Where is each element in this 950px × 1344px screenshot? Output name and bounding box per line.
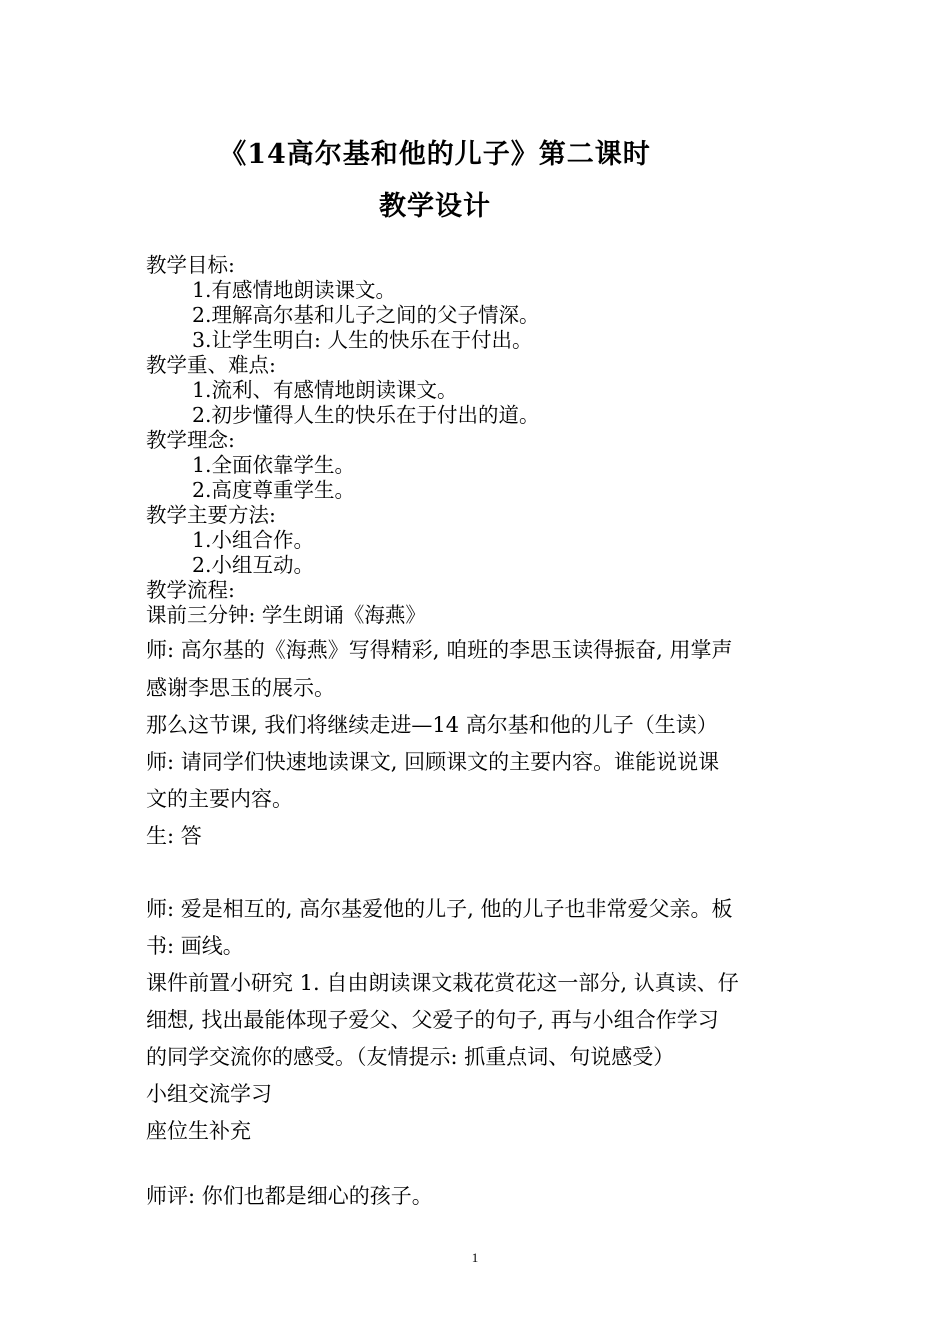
process-paragraph: 生: 答	[146, 824, 202, 848]
process-paragraph: 师: 请同学们快速地读课文, 回顾课文的主要内容。谁能说说课	[146, 750, 720, 774]
process-paragraph: 的同学交流你的感受。（友情提示: 抓重点词、句说感受）	[146, 1045, 675, 1069]
process-paragraph: 那么这节课, 我们将继续走进—14 高尔基和他的儿子（生读）	[146, 713, 718, 737]
section-heading-goals: 教学目标:	[146, 253, 235, 277]
method-item: 2.小组互动。	[192, 553, 315, 577]
process-paragraph: 书: 画线。	[146, 934, 244, 958]
document-subtitle: 教学设计	[379, 191, 491, 222]
process-paragraph: 文的主要内容。	[146, 787, 293, 811]
page-number: 1	[471, 1250, 479, 1265]
philosophy-item: 2.高度尊重学生。	[192, 478, 356, 502]
process-paragraph: 课件前置小研究 1. 自由朗读课文栽花赏花这一部分, 认真读、仔	[146, 971, 739, 995]
process-paragraph: 座位生补充	[146, 1119, 251, 1143]
process-paragraph: 感谢李思玉的展示。	[146, 676, 335, 700]
goal-item: 3.让学生明白: 人生的快乐在于付出。	[192, 328, 533, 352]
goal-item: 2.理解高尔基和儿子之间的父子情深。	[192, 303, 540, 327]
process-paragraph: 细想, 找出最能体现子爱父、父爱子的句子, 再与小组合作学习	[146, 1008, 719, 1032]
process-paragraph: 课前三分钟: 学生朗诵《海燕》	[146, 603, 426, 627]
philosophy-item: 1.全面依靠学生。	[192, 453, 356, 477]
process-paragraph: 师: 爱是相互的, 高尔基爱他的儿子, 他的儿子也非常爱父亲。板	[146, 897, 733, 921]
section-heading-process: 教学流程:	[146, 578, 235, 602]
document-title: 《14高尔基和他的儿子》第二课时	[219, 139, 651, 170]
process-paragraph: 师评: 你们也都是细心的孩子。	[146, 1184, 433, 1208]
goal-item: 1.有感情地朗读课文。	[192, 278, 397, 302]
section-heading-key-points: 教学重、难点:	[146, 353, 276, 377]
method-item: 1.小组合作。	[192, 528, 315, 552]
key-point-item: 2.初步懂得人生的快乐在于付出的道。	[192, 403, 540, 427]
key-point-item: 1.流利、有感情地朗读课文。	[192, 378, 458, 402]
section-heading-philosophy: 教学理念:	[146, 428, 235, 452]
process-paragraph: 小组交流学习	[146, 1082, 272, 1106]
process-paragraph: 师: 高尔基的《海燕》写得精彩, 咱班的李思玉读得振奋, 用掌声	[146, 638, 733, 662]
section-heading-methods: 教学主要方法:	[146, 503, 276, 527]
